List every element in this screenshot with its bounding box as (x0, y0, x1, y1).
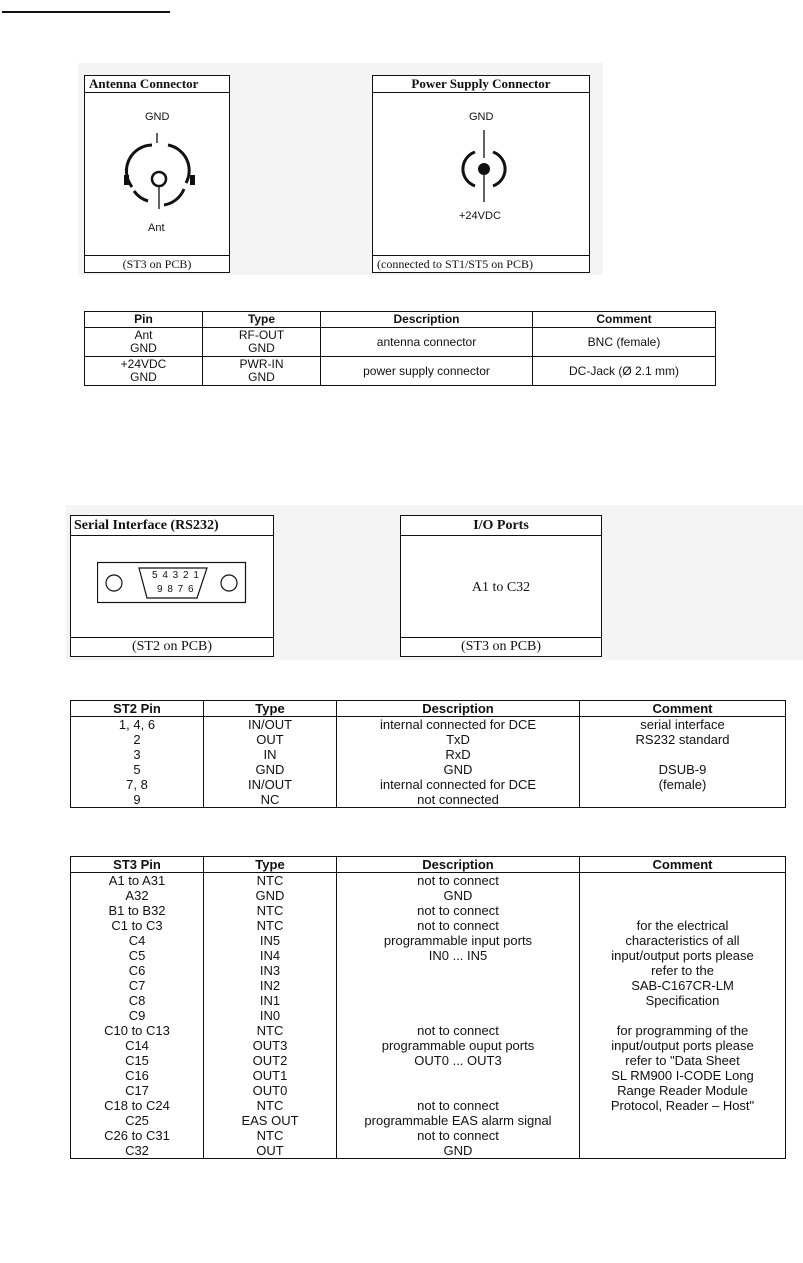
table-row (71, 918, 786, 933)
table-cell: C25 (71, 1113, 204, 1128)
column-header: Comment (580, 857, 786, 873)
table-row (71, 717, 786, 733)
table-cell: NC (204, 792, 337, 808)
io-ports-caption: (ST3 on PCB) (401, 637, 601, 656)
table-cell: +24VDC GND (85, 357, 203, 386)
table-cell (337, 963, 580, 978)
table-row (71, 1068, 786, 1083)
table-cell: IN3 (204, 963, 337, 978)
table-cell: characteristics of all (580, 933, 786, 948)
power-connector-panel (372, 75, 590, 273)
table-row (71, 777, 786, 792)
table-cell (337, 1008, 580, 1023)
table-cell: TxD (337, 732, 580, 747)
table-cell: 7, 8 (71, 777, 204, 792)
table-cell: NTC (204, 903, 337, 918)
column-header: Pin (85, 312, 203, 328)
table-cell (337, 1068, 580, 1083)
st2-pin-table (70, 700, 786, 808)
table-cell: B1 to B32 (71, 903, 204, 918)
table-cell: OUT3 (204, 1038, 337, 1053)
table-row (71, 747, 786, 762)
table-cell: NTC (204, 1128, 337, 1143)
column-header: Description (337, 857, 580, 873)
table-cell (580, 747, 786, 762)
table-cell: C5 (71, 948, 204, 963)
table-cell: IN (204, 747, 337, 762)
table-row (71, 1053, 786, 1068)
table-row (71, 1098, 786, 1113)
column-header: Comment (533, 312, 716, 328)
table-cell: C14 (71, 1038, 204, 1053)
table-cell: IN5 (204, 933, 337, 948)
table-cell: C17 (71, 1083, 204, 1098)
table-cell: programmable ouput ports (337, 1038, 580, 1053)
table-cell (580, 792, 786, 808)
table-row (71, 978, 786, 993)
io-ports-title: I/O Ports (401, 516, 601, 536)
table-cell (580, 903, 786, 918)
table-cell: IN2 (204, 978, 337, 993)
table-cell: NTC (204, 918, 337, 933)
table-cell: not to connect (337, 918, 580, 933)
table-cell: C26 to C31 (71, 1128, 204, 1143)
dc-jack-icon (453, 128, 513, 208)
table-cell: SL RM900 I-CODE Long (580, 1068, 786, 1083)
table-cell: C16 (71, 1068, 204, 1083)
power-gnd-label: GND (469, 111, 494, 123)
table-cell (580, 1008, 786, 1023)
table-cell: Specification (580, 993, 786, 1008)
table-cell: programmable EAS alarm signal (337, 1113, 580, 1128)
table-row (71, 903, 786, 918)
table-cell (580, 1128, 786, 1143)
table-cell: OUT2 (204, 1053, 337, 1068)
power-connector-caption: (connected to ST1/ST5 on PCB) (373, 255, 589, 272)
table-cell: 2 (71, 732, 204, 747)
table-cell: EAS OUT (204, 1113, 337, 1128)
table-cell: C6 (71, 963, 204, 978)
column-header: Type (203, 312, 321, 328)
table-cell: internal connected for DCE (337, 777, 580, 792)
column-header: Description (337, 701, 580, 717)
table-cell: C9 (71, 1008, 204, 1023)
antenna-gnd-label: GND (145, 111, 170, 123)
serial-interface-title: Serial Interface (RS232) (71, 516, 273, 536)
table-cell: OUT (204, 732, 337, 747)
table-row (71, 1023, 786, 1038)
antenna-connector-title: Antenna Connector (85, 76, 229, 93)
dsub9-bottom-pin-numbers: 9 8 7 6 (157, 584, 195, 595)
st3-pin-table (70, 856, 786, 1159)
table-cell: BNC (female) (533, 328, 716, 357)
table-cell: C15 (71, 1053, 204, 1068)
power-pin-label: +24VDC (459, 210, 501, 222)
table-cell: Range Reader Module (580, 1083, 786, 1098)
table-cell: serial interface (580, 717, 786, 733)
table-cell (337, 993, 580, 1008)
table-cell: C10 to C13 (71, 1023, 204, 1038)
table-cell: GND (337, 1143, 580, 1159)
table-cell: GND (337, 762, 580, 777)
table-cell: not to connect (337, 873, 580, 889)
table-row (71, 762, 786, 777)
table-row (71, 993, 786, 1008)
table-cell: not to connect (337, 903, 580, 918)
table-cell: programmable input ports (337, 933, 580, 948)
table-row (71, 888, 786, 903)
table-cell: GND (204, 762, 337, 777)
table-cell: OUT0 ... OUT3 (337, 1053, 580, 1068)
table-cell: internal connected for DCE (337, 717, 580, 733)
table-cell: C18 to C24 (71, 1098, 204, 1113)
table-cell (580, 888, 786, 903)
antenna-connector-caption: (ST3 on PCB) (85, 255, 229, 272)
table-cell (337, 1083, 580, 1098)
table-row (71, 933, 786, 948)
table-cell: input/output ports please (580, 948, 786, 963)
table-row (71, 732, 786, 747)
table-cell (580, 1113, 786, 1128)
table-cell: IN4 (204, 948, 337, 963)
table-cell (580, 1143, 786, 1159)
table-cell: Protocol, Reader – Host" (580, 1098, 786, 1113)
table-cell (580, 873, 786, 889)
table-cell: C32 (71, 1143, 204, 1159)
serial-interface-caption: (ST2 on PCB) (71, 637, 273, 656)
table-cell: Ant GND (85, 328, 203, 357)
table-cell: for the electrical (580, 918, 786, 933)
table-row (71, 963, 786, 978)
column-header: Description (321, 312, 533, 328)
table-cell: C1 to C3 (71, 918, 204, 933)
table-cell: SAB-C167CR-LM (580, 978, 786, 993)
io-ports-range: A1 to C32 (471, 580, 531, 595)
table-cell: input/output ports please (580, 1038, 786, 1053)
table-cell: C4 (71, 933, 204, 948)
table-row (71, 1143, 786, 1159)
table-cell: refer to the (580, 963, 786, 978)
column-header: ST2 Pin (71, 701, 204, 717)
connector-pin-table (84, 311, 716, 386)
table-cell: OUT (204, 1143, 337, 1159)
table-cell: IN0 (204, 1008, 337, 1023)
table-row (71, 873, 786, 889)
table-cell: RS232 standard (580, 732, 786, 747)
power-connector-title: Power Supply Connector (373, 76, 589, 93)
io-ports-panel (400, 515, 602, 657)
column-header: Type (204, 857, 337, 873)
table-row (71, 1113, 786, 1128)
table-cell: 5 (71, 762, 204, 777)
table-cell: OUT1 (204, 1068, 337, 1083)
table-cell: NTC (204, 1098, 337, 1113)
table-cell: 9 (71, 792, 204, 808)
table-cell: IN/OUT (204, 777, 337, 792)
table-cell: (female) (580, 777, 786, 792)
table-row (71, 1083, 786, 1098)
table-row (71, 1128, 786, 1143)
table-cell: DSUB-9 (580, 762, 786, 777)
dsub9-top-pin-numbers: 5 4 3 2 1 (152, 570, 200, 581)
table-row (71, 1038, 786, 1053)
table-row (71, 1008, 786, 1023)
table-cell: not to connect (337, 1098, 580, 1113)
serial-interface-panel (70, 515, 274, 657)
table-cell: refer to "Data Sheet (580, 1053, 786, 1068)
table-cell (337, 978, 580, 993)
table-cell: not to connect (337, 1023, 580, 1038)
table-cell: C8 (71, 993, 204, 1008)
table-cell: OUT0 (204, 1083, 337, 1098)
header-rule (2, 11, 170, 13)
table-cell: 3 (71, 747, 204, 762)
table-cell: IN1 (204, 993, 337, 1008)
table-row (71, 792, 786, 808)
table-cell: not connected (337, 792, 580, 808)
table-cell: RxD (337, 747, 580, 762)
table-cell: A32 (71, 888, 204, 903)
table-cell: IN/OUT (204, 717, 337, 733)
table-cell: RF-OUT GND (203, 328, 321, 357)
column-header: Comment (580, 701, 786, 717)
table-cell: for programming of the (580, 1023, 786, 1038)
table-cell: C7 (71, 978, 204, 993)
bnc-connector-icon (120, 131, 200, 226)
table-cell: antenna connector (321, 328, 533, 357)
antenna-connector-panel (84, 75, 230, 273)
table-cell: PWR-IN GND (203, 357, 321, 386)
table-cell: A1 to A31 (71, 873, 204, 889)
column-header: Type (204, 701, 337, 717)
table-cell: GND (204, 888, 337, 903)
column-header: ST3 Pin (71, 857, 204, 873)
table-cell: 1, 4, 6 (71, 717, 204, 733)
table-cell: DC-Jack (Ø 2.1 mm) (533, 357, 716, 386)
table-cell: NTC (204, 1023, 337, 1038)
table-cell: not to connect (337, 1128, 580, 1143)
table-row (71, 948, 786, 963)
table-cell: NTC (204, 873, 337, 889)
table-cell: power supply connector (321, 357, 533, 386)
table-cell: GND (337, 888, 580, 903)
table-cell: IN0 ... IN5 (337, 948, 580, 963)
antenna-pin-label: Ant (148, 222, 165, 234)
